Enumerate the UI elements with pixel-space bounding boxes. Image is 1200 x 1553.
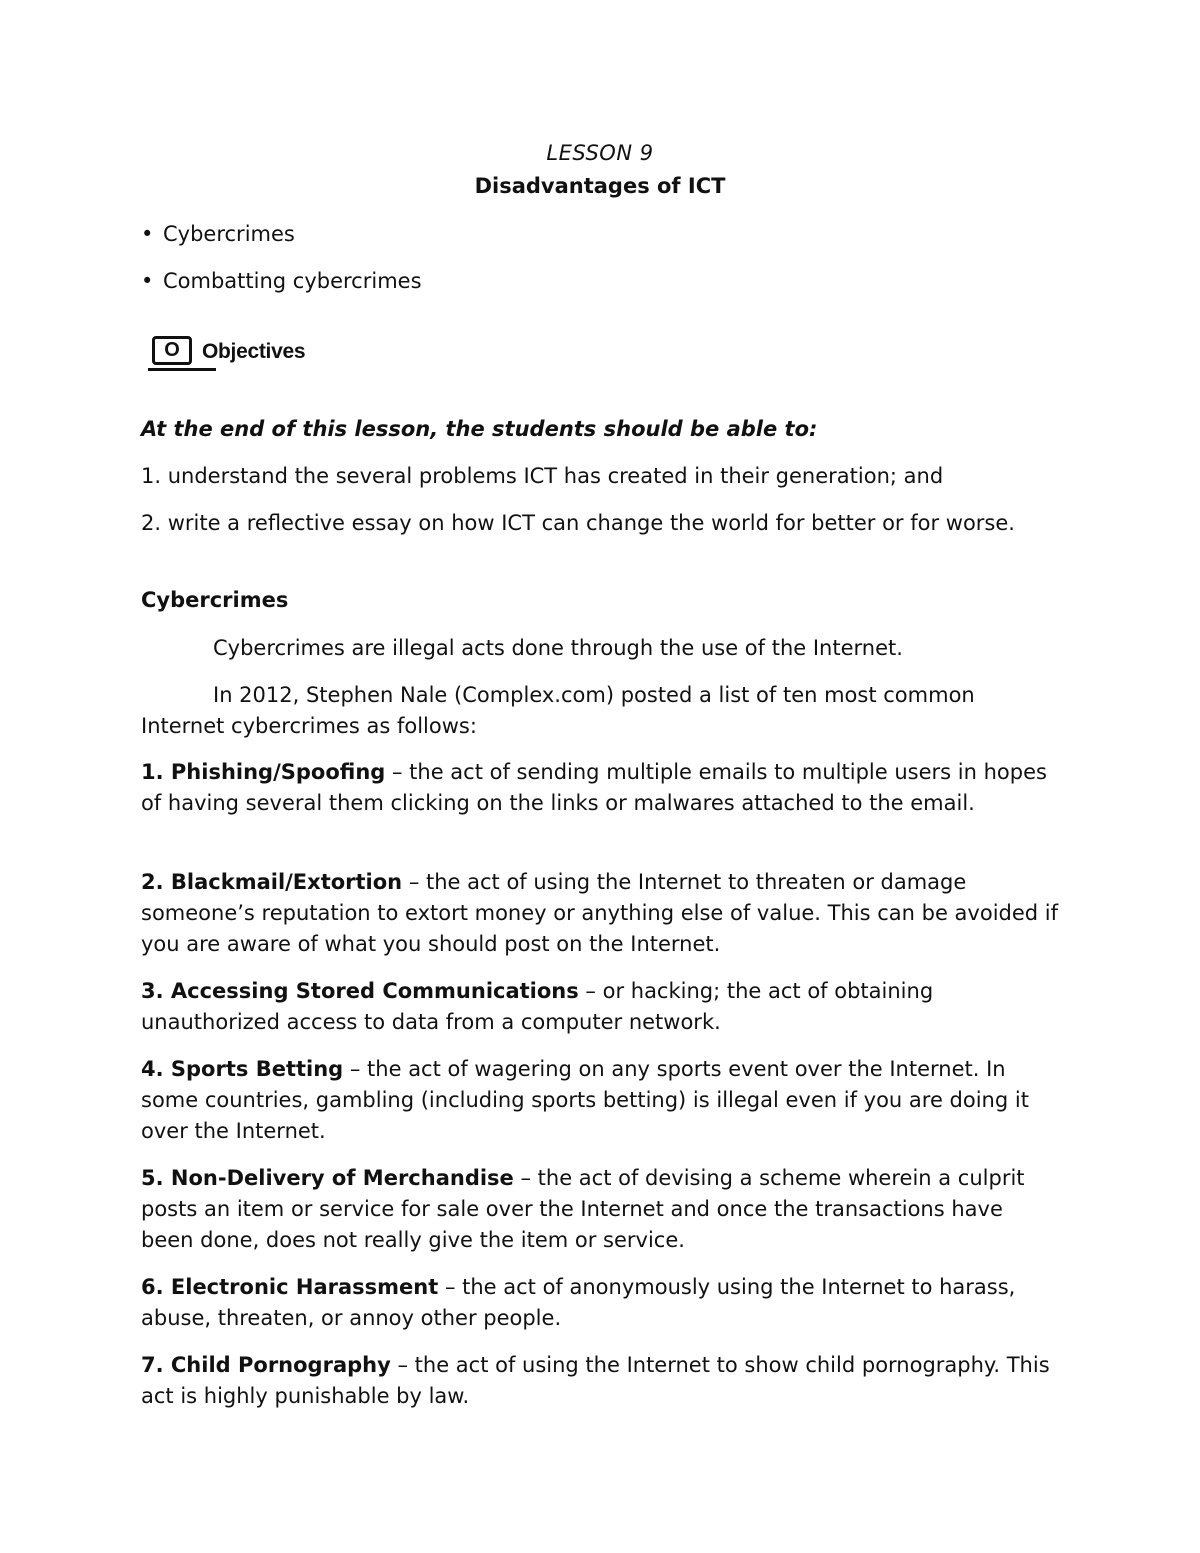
- cybercrime-term: 4. Sports Betting: [141, 1057, 344, 1081]
- cybercrime-desc: – the act of sending multiple emails to multiple users in hopes of having several them clicking on the links or malwares attached to the email.: [141, 760, 1047, 815]
- objective-item: 2. write a reflective essay on how ICT can change the world for better or for worse.: [141, 511, 1015, 535]
- cybercrimes-lead: In 2012, Stephen Nale (Complex.com) posted a list of ten most common Internet cybercrimes as follows:: [141, 683, 975, 738]
- cybercrime-term: 3. Accessing Stored Communications: [141, 979, 579, 1003]
- cybercrime-item: [141, 1350, 1061, 1412]
- cybercrime-desc: – the act of wagering on any sports event over the Internet. In some countries, gambling (including sports betting) is illegal even if you are doing it over the Internet.: [141, 1057, 1029, 1143]
- cybercrime-item: [141, 1163, 1061, 1256]
- lesson-number: LESSON 9: [546, 141, 654, 165]
- topic-label: Combatting cybercrimes: [163, 269, 422, 293]
- cybercrime-desc: – the act of using the Internet to threaten or damage someone’s reputation to extort money or anything else of value. This can be avoided if you are aware of what you should post on the Internet.: [141, 870, 1059, 956]
- cybercrime-term: 5. Non-Delivery of Merchandise: [141, 1166, 514, 1190]
- lesson-title: Disadvantages of ICT: [474, 174, 726, 198]
- cybercrime-item: [141, 976, 1061, 1038]
- cybercrime-item: [141, 1054, 1061, 1147]
- topic-list: [141, 219, 422, 313]
- objectives-label: Objectives: [202, 340, 306, 363]
- cybercrime-desc: – the act of anonymously using the Internet to harass, abuse, threaten, or annoy other people.: [141, 1275, 1016, 1330]
- cybercrimes-definition: Cybercrimes are illegal acts done through the use of the Internet.: [213, 636, 903, 660]
- objectives-badge: [146, 334, 305, 374]
- cybercrime-term: 2. Blackmail/Extortion: [141, 870, 403, 894]
- bullet-icon: •: [141, 222, 154, 246]
- topic-item: [141, 219, 422, 266]
- topic-item: [141, 266, 422, 313]
- cybercrime-desc: – the act of using the Internet to show child pornography. This act is highly punishable by law.: [141, 1353, 1050, 1408]
- monitor-icon-letter: O: [164, 339, 180, 361]
- cybercrime-term: 7. Child Pornography: [141, 1353, 391, 1377]
- monitor-icon: [146, 334, 198, 374]
- cybercrime-desc: – the act of devising a scheme wherein a culprit posts an item or service for sale over the Internet and once the transactions have been done, does not really give the item or service.: [141, 1166, 1025, 1252]
- objective-item: 1. understand the several problems ICT has created in their generation; and: [141, 464, 944, 488]
- cybercrime-term: 6. Electronic Harassment: [141, 1275, 439, 1299]
- objectives-intro: At the end of this lesson, the students should be able to:: [141, 417, 818, 441]
- cybercrime-item: [141, 1272, 1061, 1334]
- bullet-icon: •: [141, 269, 154, 293]
- cybercrime-item: [141, 867, 1061, 960]
- section-heading-cybercrimes: Cybercrimes: [141, 588, 289, 612]
- cybercrime-item: [141, 757, 1061, 819]
- topic-label: Cybercrimes: [163, 222, 295, 246]
- cybercrime-desc: – or hacking; the act of obtaining unauthorized access to data from a computer network.: [141, 979, 934, 1034]
- cybercrime-term: 1. Phishing/Spoofing: [141, 760, 386, 784]
